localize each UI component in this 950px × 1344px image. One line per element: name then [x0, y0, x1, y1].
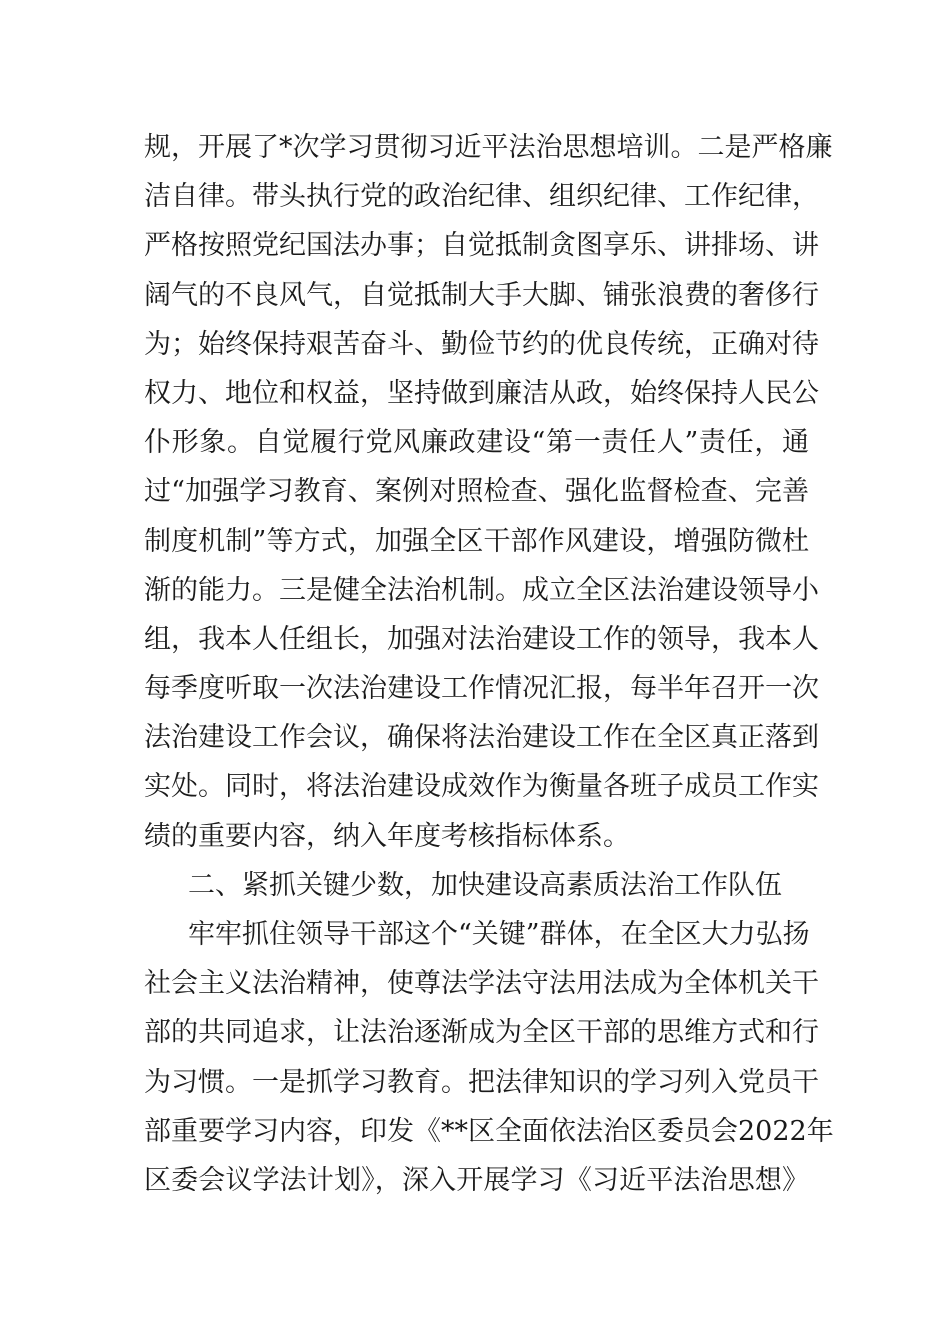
text-line: 为；始终保持艰苦奋斗、勤俭节约的优良传统，正确对待	[144, 328, 819, 360]
text-line: 实处。同时，将法治建设成效作为衡量各班子成员工作实	[144, 771, 819, 803]
section-heading: 二、紧抓关键少数，加快建设高素质法治工作队伍	[188, 869, 782, 901]
text-line: 严格按照党纪国法办事；自觉抵制贪图享乐、讲排场、讲	[144, 230, 819, 262]
text-line: 规，开展了*次学习贯彻习近平法治思想培训。二是严格廉	[144, 132, 833, 163]
text-line: 仆形象。自觉履行党风廉政建设“第一责任人”责任，通	[144, 427, 809, 459]
text-line: 区委会议学法计划》，深入开展学习《习近平法治思想》	[144, 1164, 809, 1196]
document-body	[144, 123, 834, 1205]
text-line: 部的共同追求，让法治逐渐成为全区干部的思维方式和行	[144, 1017, 819, 1049]
text-line: 制度机制”等方式，加强全区干部作风建设，增强防微杜	[144, 525, 809, 557]
text-line: 社会主义法治精神，使尊法学法守法用法成为全体机关干	[144, 968, 819, 1000]
text-line: 每季度听取一次法治建设工作情况汇报，每半年召开一次	[144, 673, 819, 705]
text-line: 权力、地位和权益，坚持做到廉洁从政，始终保持人民公	[144, 377, 819, 409]
text-line: 渐的能力。三是健全法治机制。成立全区法治建设领导小	[144, 574, 819, 606]
text-line: 阔气的不良风气，自觉抵制大手大脚、铺张浪费的奢侈行	[144, 279, 819, 311]
text-line: 法治建设工作会议，确保将法治建设工作在全区真正落到	[144, 722, 819, 754]
text-line: 为习惯。一是抓学习教育。把法律知识的学习列入党员干	[144, 1066, 819, 1098]
paragraph-first-line: 牢牢抓住领导干部这个“关键”群体，在全区大力弘扬	[188, 919, 810, 950]
text-line: 部重要学习内容，印发《**区全面依法治区委员会2022年	[144, 1115, 834, 1147]
text-line: 组，我本人任组长，加强对法治建设工作的领导，我本人	[144, 623, 819, 655]
text-line: 绩的重要内容，纳入年度考核指标体系。	[144, 820, 630, 852]
text-line: 过“加强学习教育、案例对照检查、强化监督检查、完善	[144, 476, 809, 508]
text-line: 洁自律。带头执行党的政治纪律、组织纪律、工作纪律，	[144, 181, 819, 213]
